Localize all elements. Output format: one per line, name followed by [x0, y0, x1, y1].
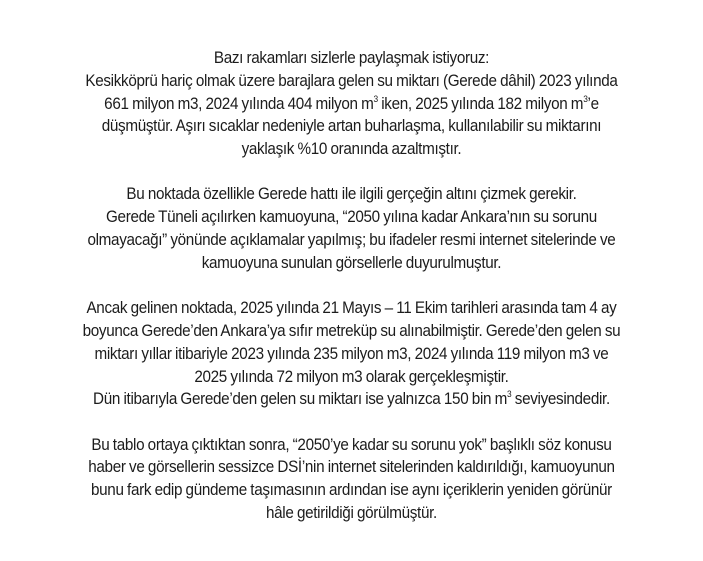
paragraph-reservoir-figures	[25, 47, 679, 161]
text-line: düşmüştür. Aşırı sıcaklar nedeniyle artan buharlaşma, kullanılabilir su miktarını	[101, 117, 602, 136]
cubic-superscript: 3	[373, 93, 378, 104]
text-line: miktarı yıllar itibariyle 2023 yılında 235 milyon m3, 2024 yılında 119 milyon m3 ve	[94, 344, 609, 363]
text-line: Bu tablo ortaya çıktıktan sonra, “2050’ye kadar su sorunu yok” başlıklı söz konusu	[91, 435, 612, 454]
cubic-superscript: 3	[583, 93, 588, 104]
text-line: bunu fark edip gündeme taşımasının ardından ise aynı içeriklerin yeniden görünür	[90, 481, 612, 500]
text-line: Gerede Tüneli açılırken kamuoyuna, “2050 yılına kadar Ankara’nın su sorunu	[106, 208, 597, 227]
text-line: yaklaşık %10 oranında azaltmıştır.	[241, 140, 462, 159]
paragraph-dsi-websites	[25, 434, 679, 525]
text-line: kamuoyuna sunulan görsellerle duyurulmuştur.	[201, 253, 502, 272]
text-line: boyunca Gerede’den Ankara’ya sıfır metreküp su alınabilmiştir. Gerede’den gelen su	[82, 321, 621, 340]
text-line: haber ve görsellerin sessizce DSİ’nin internet sitelerinden kaldırıldığı, kamuoyunun	[88, 458, 615, 477]
paragraph-gerede-line	[25, 183, 679, 274]
text-line: hâle getirildiği görülmüştür.	[265, 504, 437, 523]
cubic-superscript: 3	[506, 389, 512, 400]
text-line-with-superscript: Dün itibarıyla Gerede’den gelen su miktarı ise yalnızca 150 bin $m^3$ seviyesindedir.	[93, 389, 610, 409]
text-line-with-superscripts: 661 milyon m3, 2024 yılında 404 milyon $m^3$ iken, 2025 yılında 182 milyon $m^3’e$	[104, 93, 599, 113]
text-line: 2025 yılında 72 milyon m3 olarak gerçekleşmiştir.	[194, 367, 509, 386]
paragraph-gerede-flow	[25, 297, 679, 411]
text-line: Bu noktada özellikle Gerede hattı ile ilgili gerçeğin altını çizmek gerekir.	[126, 185, 577, 204]
text-line: olmayacağı” yönünde açıklamalar yapılmış; bu ifadeler resmi internet sitelerinde ve	[87, 231, 616, 250]
statement-document	[25, 47, 679, 547]
intro-line: Bazı rakamları sizlerle paylaşmak istiyoruz:	[213, 49, 490, 67]
text-line: Kesikköprü hariç olmak üzere barajlara gelen su miktarı (Gerede dâhil) 2023 yılında	[85, 71, 618, 90]
text-line: Ancak gelinen noktada, 2025 yılında 21 Mayıs – 11 Ekim tarihleri arasında tam 4 ay	[86, 299, 617, 318]
